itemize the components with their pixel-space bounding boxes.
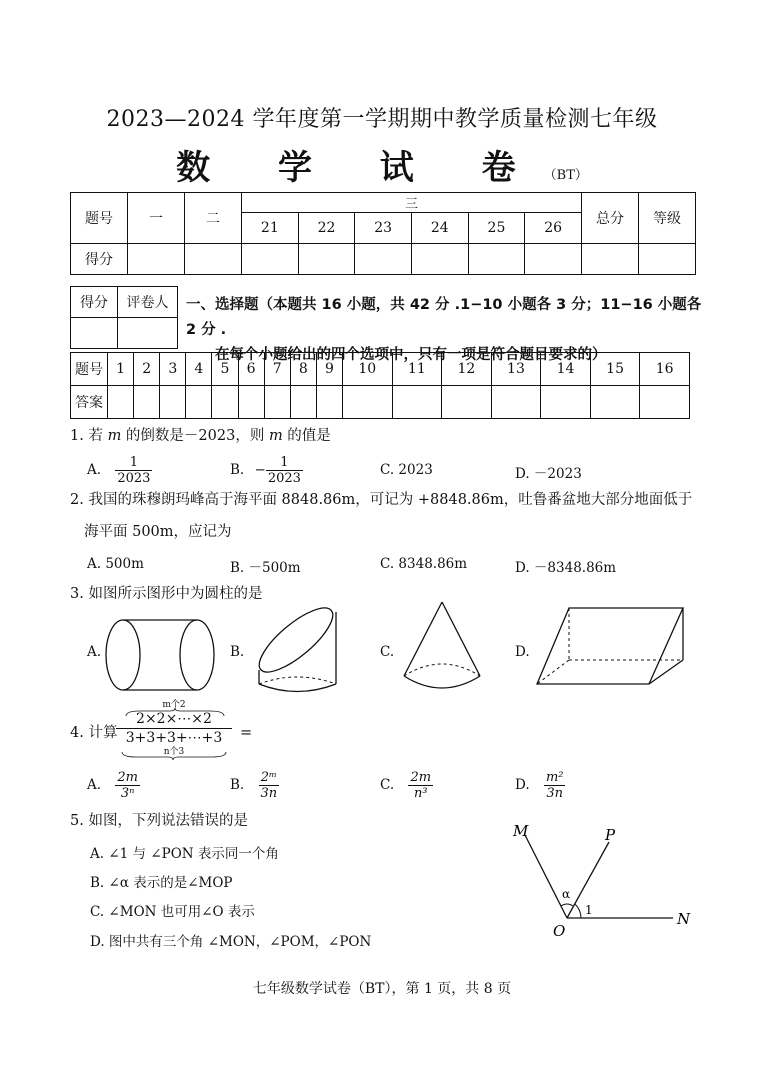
minus-sign: −	[254, 462, 266, 478]
angle-diagram	[505, 820, 705, 945]
score-col-part1: 一	[128, 193, 185, 244]
score-col-grade: 等级	[639, 193, 696, 244]
exam-title: 2023—2024 学年度第一学期期中教学质量检测七年级	[106, 107, 658, 132]
denominator: 2023	[267, 471, 301, 486]
denominator: 3n	[546, 786, 564, 801]
score-col-part3: 三	[242, 193, 582, 213]
cylinder-figure	[104, 618, 216, 696]
answer-col-number: 6	[238, 353, 264, 386]
slanted-cut-cylinder-figure	[252, 604, 348, 696]
answer-col-number: 3	[160, 353, 186, 386]
answer-col-number: 8	[290, 353, 316, 386]
score-cell[interactable]	[525, 244, 582, 275]
answer-cell[interactable]	[640, 386, 690, 419]
numerator: 2ᵐ	[259, 770, 280, 786]
point-o-label: O	[553, 922, 566, 940]
grader-box	[70, 286, 178, 349]
score-table	[70, 192, 696, 275]
option-letter: A.	[87, 462, 102, 478]
answer-table	[70, 352, 690, 419]
q2-option-b[interactable]: B. －500m	[230, 560, 301, 576]
q5-option-b[interactable]: B. ∠α 表示的是∠MOP	[90, 875, 233, 891]
point-p-label: P	[605, 826, 616, 844]
q1-stem	[70, 425, 331, 447]
answer-col-number: 12	[442, 353, 492, 386]
option-letter: B.	[230, 777, 245, 793]
score-cell[interactable]	[242, 244, 299, 275]
q2-option-a[interactable]: A. 500m	[87, 556, 144, 572]
answer-cell[interactable]	[442, 386, 492, 419]
score-col-item: 24	[411, 213, 468, 244]
score-col-item: 25	[468, 213, 525, 244]
answer-col-number: 13	[491, 353, 541, 386]
prism-figure	[535, 606, 685, 690]
answer-cell[interactable]	[290, 386, 316, 419]
denominator: 2023	[117, 471, 151, 486]
section1-line1: 一、选择题（本题共 16 小题，共 42 分 .1−10 小题各 3 分；11−16 小题各 2 分 .	[186, 297, 702, 338]
answer-col-number: 1	[108, 353, 134, 386]
denominator: n³	[413, 786, 428, 801]
q4-bottom-note: n个3	[163, 747, 185, 757]
answer-col-number: 16	[640, 353, 690, 386]
q4-denominator: 3+3+3+⋯+3	[125, 730, 223, 746]
grader-score-label: 得分	[71, 287, 118, 318]
q4-d-fraction	[544, 770, 566, 801]
denominator: 3ⁿ	[120, 786, 135, 801]
score-col-item: 22	[298, 213, 355, 244]
answer-cell[interactable]	[342, 386, 392, 419]
q4-stem: 4. 计算	[70, 725, 118, 741]
section1-line2: 在每个小题给出的四个选项中，只有一项是符合题目要求的）	[215, 347, 607, 363]
grader-score-cell[interactable]	[71, 318, 118, 349]
score-cell[interactable]	[639, 244, 696, 275]
edition-label: （BT）	[543, 168, 588, 183]
score-cell[interactable]	[298, 244, 355, 275]
answer-col-number: 15	[590, 353, 640, 386]
answer-col-number: 9	[316, 353, 342, 386]
alpha-label: α	[562, 887, 571, 901]
q5-option-c[interactable]: C. ∠MON 也可用∠O 表示	[90, 904, 255, 920]
q1-stem-a: 1. 若	[70, 428, 108, 444]
q1-stem-b: 的倒数是－2023，则	[121, 428, 269, 444]
answer-col-number: 11	[392, 353, 442, 386]
score-col-item: 26	[525, 213, 582, 244]
score-table-header-label: 题号	[71, 193, 128, 244]
answer-cell[interactable]	[160, 386, 186, 419]
q4-equals: =	[240, 725, 253, 741]
answer-cell[interactable]	[134, 386, 160, 419]
q5-stem: 5. 如图，下列说法错误的是	[70, 813, 248, 829]
answer-cell[interactable]	[491, 386, 541, 419]
grader-name-cell[interactable]	[118, 318, 178, 349]
q1-option-a[interactable]	[87, 455, 152, 486]
score-cell[interactable]	[468, 244, 525, 275]
answer-cell[interactable]	[316, 386, 342, 419]
q4-b-fraction	[259, 770, 280, 801]
answer-cell[interactable]	[541, 386, 591, 419]
denominator: 3n	[260, 786, 278, 801]
point-m-label: M	[513, 822, 529, 840]
q4-a-fraction	[115, 770, 140, 801]
answer-table-header-label: 题号	[71, 353, 108, 386]
subject-title: 数 学 试 卷	[176, 148, 544, 188]
numerator: m²	[545, 770, 564, 785]
q1-var: m	[268, 428, 283, 444]
option-letter: B.	[230, 462, 245, 478]
q1-option-c[interactable]: C. 2023	[380, 462, 433, 478]
q3-stem: 3. 如图所示图形中为圆柱的是	[70, 586, 263, 602]
point-n-label: N	[677, 910, 691, 928]
angle-one-label: 1	[585, 903, 593, 917]
score-col-total: 总分	[582, 193, 639, 244]
q3-option-b[interactable]: B.	[230, 644, 245, 660]
score-cell[interactable]	[411, 244, 468, 275]
answer-col-number: 7	[264, 353, 290, 386]
answer-col-number: 5	[212, 353, 238, 386]
option-letter: D.	[515, 777, 530, 793]
q5-option-d[interactable]: D. 图中共有三个角 ∠MON，∠POM，∠PON	[90, 934, 372, 950]
q3-option-d[interactable]: D.	[515, 644, 530, 660]
grader-name-label: 评卷人	[118, 287, 178, 318]
answer-cell[interactable]	[108, 386, 134, 419]
q5-option-a[interactable]: A. ∠1 与 ∠PON 表示同一个角	[90, 846, 279, 862]
cone-figure	[400, 600, 484, 696]
score-cell[interactable]	[128, 244, 185, 275]
q4-top-note: m个2	[162, 700, 186, 710]
answer-cell[interactable]	[186, 386, 212, 419]
q4-option-c[interactable]	[380, 770, 433, 801]
numerator: 2m	[410, 770, 432, 785]
numerator: 2m	[117, 770, 138, 785]
answer-col-number: 2	[134, 353, 160, 386]
option-letter: A.	[87, 777, 102, 793]
q4-braces	[120, 708, 230, 762]
score-cell[interactable]	[355, 244, 412, 275]
q3-option-a[interactable]: A.	[87, 644, 102, 660]
answer-cell[interactable]	[264, 386, 290, 419]
numerator: 1	[266, 455, 303, 471]
q1-option-d[interactable]: D. －2023	[515, 466, 582, 482]
answer-col-number: 4	[186, 353, 212, 386]
answer-cell[interactable]	[590, 386, 640, 419]
score-cell[interactable]	[582, 244, 639, 275]
answer-cell[interactable]	[212, 386, 238, 419]
option-letter: C.	[380, 777, 395, 793]
q4-option-d[interactable]	[515, 770, 565, 801]
q1-b-fraction	[266, 455, 303, 486]
answer-col-number: 10	[342, 353, 392, 386]
answer-row-label: 答案	[71, 386, 108, 419]
q4-numerator: 2×2×⋯×2	[116, 710, 232, 729]
q1-a-fraction	[115, 455, 152, 486]
score-cell[interactable]	[185, 244, 242, 275]
q2-option-c[interactable]: C. 8348.86m	[380, 556, 468, 572]
q4-c-fraction	[408, 770, 433, 801]
q1-stem-c: 的值是	[282, 428, 331, 444]
q3-option-c[interactable]: C.	[380, 644, 395, 660]
page-footer: 七年级数学试卷（BT），第 1 页，共 8 页	[252, 981, 512, 997]
subject-heading	[0, 140, 764, 189]
q2-line2: 海平面 500m，应记为	[84, 524, 232, 540]
answer-cell[interactable]	[238, 386, 264, 419]
q2-option-d[interactable]: D. －8348.86m	[515, 560, 617, 576]
score-col-item: 21	[242, 213, 299, 244]
numerator: 1	[115, 455, 152, 471]
q2-line1: 2. 我国的珠穆朗玛峰高于海平面 8848.86m，可记为 +8848.86m，吐鲁番盆地大部分地面低于	[70, 492, 693, 508]
answer-cell[interactable]	[392, 386, 442, 419]
score-row-label: 得分	[71, 244, 128, 275]
q1-var: m	[107, 428, 122, 444]
score-col-item: 23	[355, 213, 412, 244]
answer-col-number: 14	[541, 353, 591, 386]
q4-option-a[interactable]	[87, 770, 140, 801]
score-col-part2: 二	[185, 193, 242, 244]
q4-option-b[interactable]	[230, 770, 279, 801]
q1-option-b[interactable]	[230, 455, 303, 486]
